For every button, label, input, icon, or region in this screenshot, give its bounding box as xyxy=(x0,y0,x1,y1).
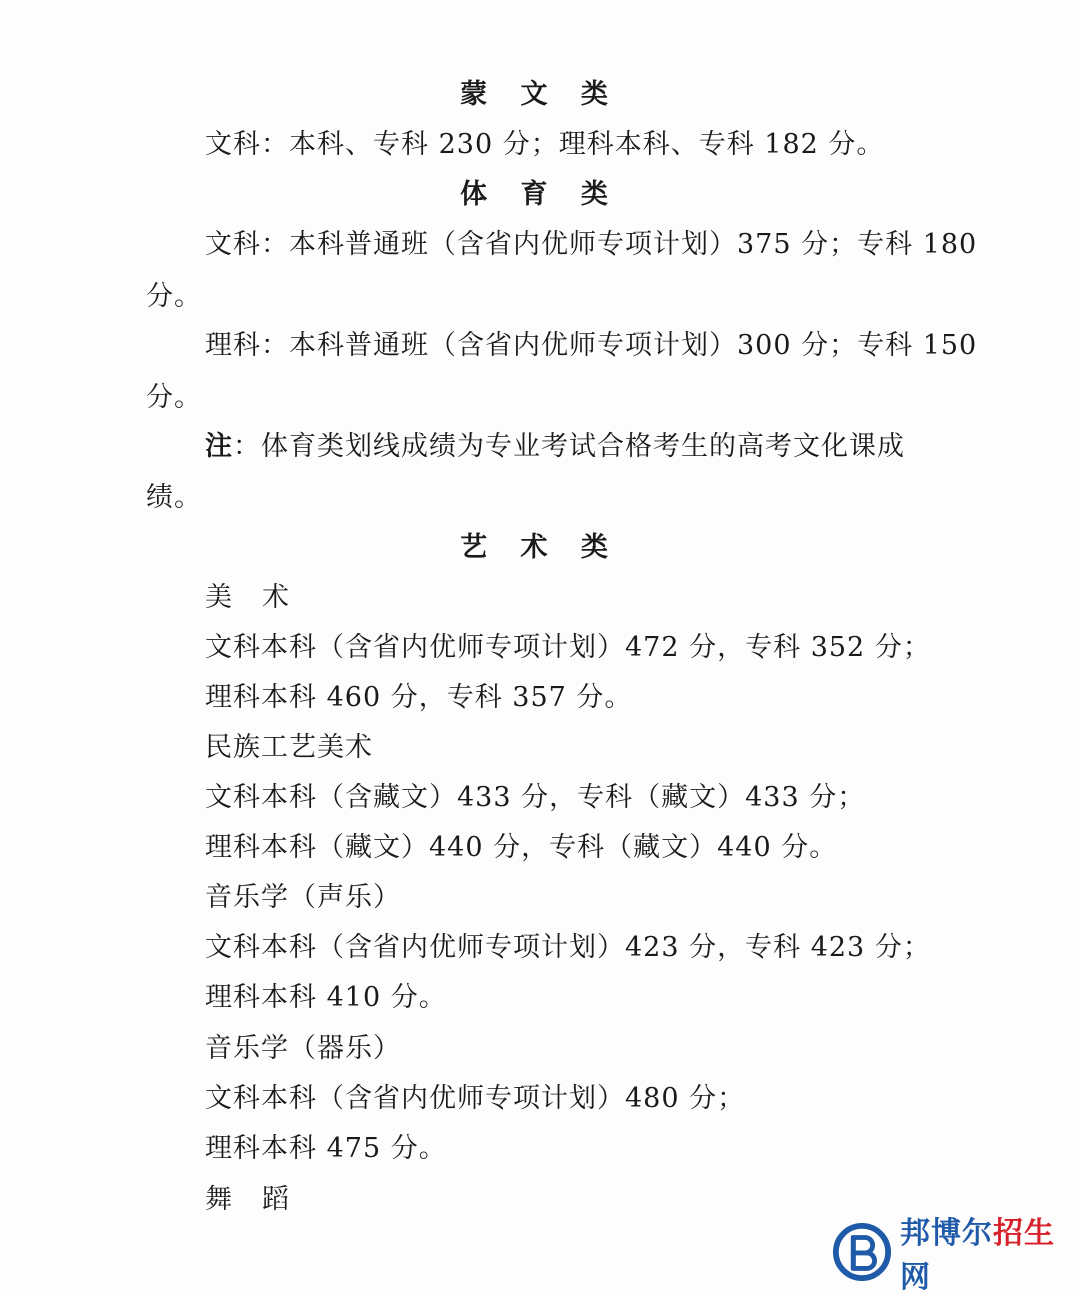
qiyue-title: 音乐学（器乐） xyxy=(205,1033,401,1064)
mengwen-line: 文科：本科、专科 230 分；理科本科、专科 182 分。 xyxy=(205,129,885,160)
meishu-like: 理科本科 460 分，专科 357 分。 xyxy=(205,682,633,713)
section-title-yishu: 艺 术 类 xyxy=(460,532,620,563)
minzu-wenke: 文科本科（含藏文）433 分，专科（藏文）433 分； xyxy=(205,782,866,813)
section-title-tiyu: 体 育 类 xyxy=(460,179,620,210)
watermark-text xyxy=(900,1208,1080,1296)
b-circle-logo-icon xyxy=(832,1221,892,1283)
wudao-title: 舞蹈 xyxy=(205,1184,319,1215)
site-watermark xyxy=(832,1208,1080,1296)
tiyu-note-line1 xyxy=(205,429,905,465)
shengyue-like: 理科本科 410 分。 xyxy=(205,982,447,1013)
watermark-brand-part2: 招生 xyxy=(993,1216,1055,1251)
section-title-mengwen: 蒙 文 类 xyxy=(460,79,620,110)
qiyue-wenke: 文科本科（含省内优师专项计划）480 分； xyxy=(205,1083,746,1114)
meishu-wenke: 文科本科（含省内优师专项计划）472 分，专科 352 分； xyxy=(205,632,931,663)
note-text: ：体育类划线成绩为专业考试合格考生的高考文化课成 xyxy=(233,431,905,462)
qiyue-like: 理科本科 475 分。 xyxy=(205,1133,447,1164)
shengyue-title: 音乐学（声乐） xyxy=(205,882,401,913)
watermark-brand-part1: 邦博尔 xyxy=(900,1216,993,1251)
note-label: 注 xyxy=(205,431,233,462)
meishu-title: 美术 xyxy=(205,582,319,613)
tiyu-like-line1: 理科：本科普通班（含省内优师专项计划）300 分；专科 150 xyxy=(205,330,978,361)
tiyu-like-line2: 分。 xyxy=(146,382,202,413)
shengyue-wenke: 文科本科（含省内优师专项计划）423 分，专科 423 分； xyxy=(205,932,931,963)
tiyu-wenke-line1: 文科：本科普通班（含省内优师专项计划）375 分；专科 180 xyxy=(205,229,978,260)
minzu-like: 理科本科（藏文）440 分，专科（藏文）440 分。 xyxy=(205,832,838,863)
tiyu-wenke-line2: 分。 xyxy=(146,281,202,312)
watermark-brand-part3: 网 xyxy=(900,1260,931,1295)
minzu-title: 民族工艺美术 xyxy=(205,732,373,763)
tiyu-note-line2: 绩。 xyxy=(146,482,202,513)
